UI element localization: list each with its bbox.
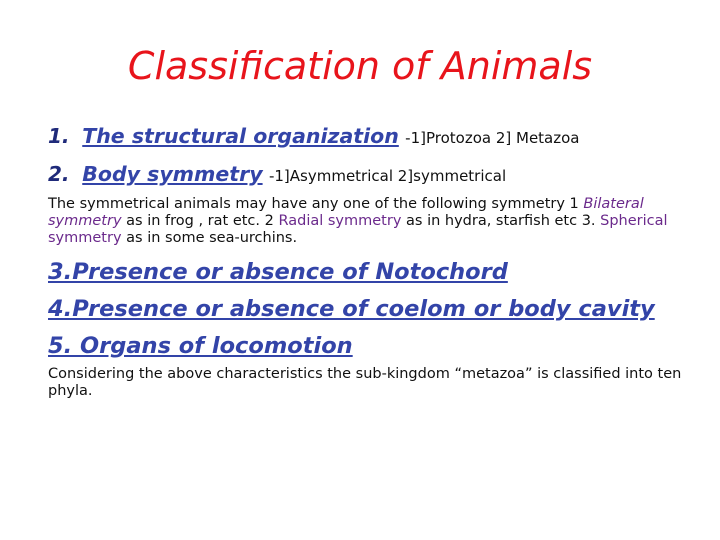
criterion-2-number: 2. [48,162,70,186]
criterion-2 [48,160,506,190]
bilateral-example: as in frog , rat etc. 2 [121,213,279,229]
criterion-5: 5. Organs of locomotion [48,333,353,359]
spherical-symmetry-term: Spherical symmetry [48,213,668,246]
radial-example: as in hydra, starfish etc 3. [401,213,601,229]
criterion-2-detail: -1]Asymmetrical 2]symmetrical [268,167,507,185]
criterion-3: 3.Presence or absence of Notochord [48,259,508,285]
symmetry-paragraph [48,196,688,247]
criterion-1-label: The structural organization [82,124,399,148]
bilateral-symmetry-term: Bilateral symmetry [48,196,644,229]
criterion-1-number: 1. [48,124,70,148]
spherical-example: as in some sea-urchins. [121,230,298,246]
slide-title: Classification of Animals [127,44,593,88]
symmetry-intro: The symmetrical animals may have any one of the following symmetry 1 [48,196,579,212]
conclusion-paragraph: Considering the above characteristics the sub-kingdom “metazoa” is classified into ten phyla. [48,366,682,399]
radial-symmetry-term: Radial symmetry [278,213,402,229]
criterion-1-detail: -1]Protozoa 2] Metazoa [405,129,580,147]
criterion-2-label: Body symmetry [82,162,263,186]
criterion-1 [48,122,580,152]
criterion-4: 4.Presence or absence of coelom or body cavity [48,296,655,322]
